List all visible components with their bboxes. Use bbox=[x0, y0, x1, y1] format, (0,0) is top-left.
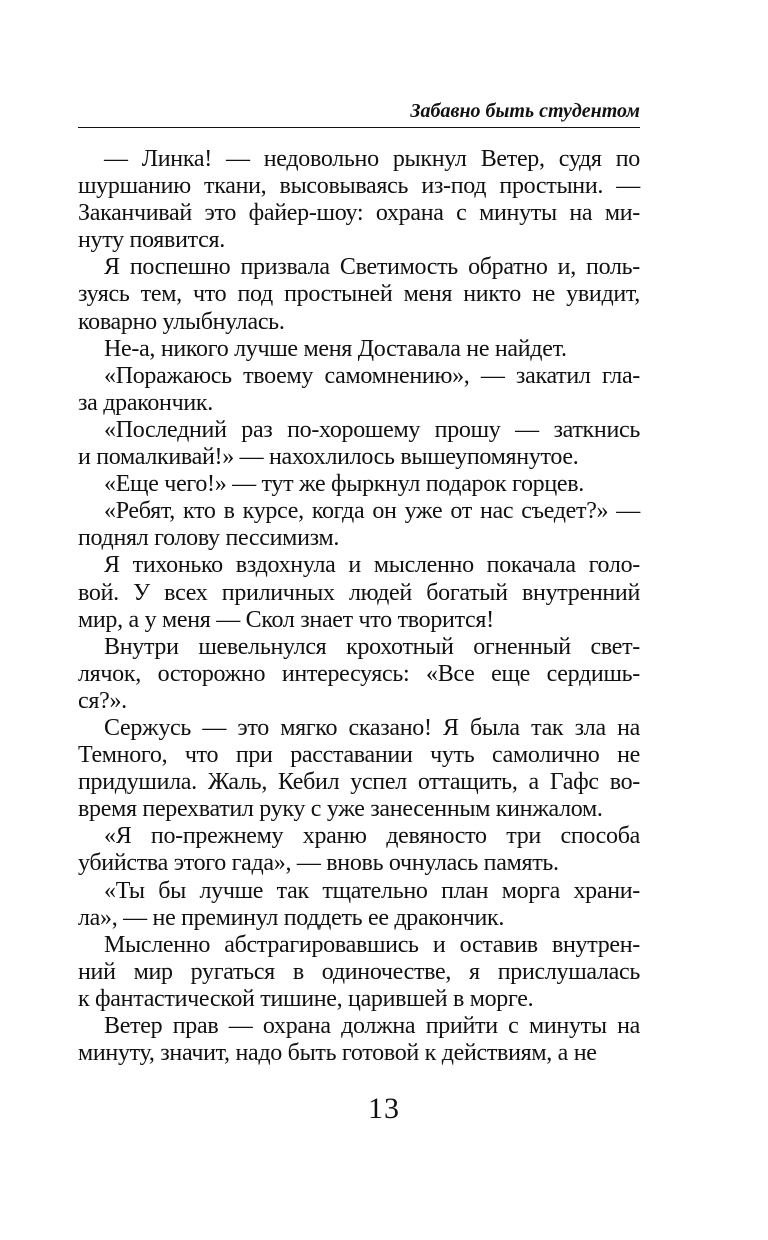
text-line: Не-а, никого лучше меня Доставала не найдет. bbox=[104, 335, 567, 362]
text-line: придушила. Жаль, Кебил успел оттащить, а Гафс во- bbox=[78, 769, 640, 796]
text-line: убийства этого гада», — вновь очнулась память. bbox=[78, 850, 559, 877]
text-line: Заканчивай это файер-шоу: охрана с минуты на ми- bbox=[78, 200, 640, 227]
text-line: за дракончик. bbox=[78, 389, 213, 416]
page-number: 13 bbox=[368, 1092, 400, 1125]
text-line: поднял голову пессимизм. bbox=[78, 525, 340, 552]
header-rule bbox=[78, 127, 640, 128]
text-line: Ветер прав — охрана должна прийти с минуты на bbox=[104, 1013, 640, 1039]
paragraph bbox=[78, 823, 640, 877]
text-line: «Еще чего!» — тут же фыркнул подарок горцев. bbox=[104, 471, 584, 498]
text-line: Я поспешно призвала Светимость обратно и, поль- bbox=[104, 254, 640, 281]
text-line: Мысленно абстрагировавшись и оставив внутрен- bbox=[104, 931, 640, 958]
paragraph bbox=[78, 471, 640, 498]
text-line: зуясь тем, что под простыней меня никто не увидит, bbox=[78, 281, 640, 308]
text-line: ний мир ругаться в одиночестве, я прислушалась bbox=[78, 958, 640, 985]
text-line: мир, а у меня — Скол знает что творится! bbox=[78, 606, 494, 633]
paragraph bbox=[78, 146, 640, 254]
text-line: минуту, значит, надо быть готовой к действиям, а не bbox=[78, 1040, 597, 1067]
paragraph bbox=[78, 715, 640, 823]
text-line: — Линка! — недовольно рыкнул Ветер, судя по bbox=[104, 146, 640, 172]
text-line: «Я по-прежнему храню девяносто три способа bbox=[104, 823, 640, 850]
paragraph bbox=[78, 417, 640, 471]
text-line: «Последний раз по-хорошему прошу — заткнись bbox=[104, 416, 640, 443]
text-line: ла», — не преминул поддеть ее дракончик. bbox=[78, 904, 505, 931]
paragraph bbox=[78, 878, 640, 932]
text-line: Темного, что при расставании чуть самолично не bbox=[78, 742, 640, 769]
paragraph bbox=[78, 363, 640, 417]
text-line: «Ребят, кто в курсе, когда он уже от нас съедет?» — bbox=[104, 498, 640, 525]
text-line: к фантастической тишине, царившей в морге. bbox=[78, 985, 534, 1012]
text-line: шуршанию ткани, высовываясь из-под простыни. — bbox=[78, 173, 640, 200]
text-line: «Поражаюсь твоему самомнению», — закатил гла- bbox=[104, 362, 640, 389]
paragraph bbox=[78, 932, 640, 1013]
text-line: и помалкивай!» — нахохлилось вышеупомянутое. bbox=[78, 444, 579, 471]
text-line: Внутри шевельнулся крохотный огненный свет- bbox=[104, 633, 640, 660]
text-line: лячок, осторожно интересуясь: «Все еще сердишь- bbox=[78, 660, 640, 687]
body-text bbox=[78, 146, 640, 1067]
paragraph bbox=[78, 634, 640, 715]
text-line: «Ты бы лучше так тщательно план морга храни- bbox=[104, 877, 640, 904]
paragraph bbox=[78, 498, 640, 552]
text-line: вой. У всех приличных людей богатый внутренний bbox=[78, 579, 640, 606]
text-line: Сержусь — это мягко сказано! Я была так зла на bbox=[104, 714, 640, 741]
text-line: нуту появится. bbox=[78, 227, 225, 254]
text-line: коварно улыбнулась. bbox=[78, 308, 285, 335]
paragraph bbox=[78, 254, 640, 335]
text-line: Я тихонько вздохнула и мысленно покачала голо- bbox=[104, 552, 640, 579]
running-title: Забавно быть студентом bbox=[410, 100, 640, 122]
paragraph bbox=[78, 552, 640, 633]
paragraph bbox=[78, 1013, 640, 1067]
paragraph bbox=[78, 336, 640, 363]
text-line: время перехватил руку с уже занесенным кинжалом. bbox=[78, 796, 603, 823]
text-line: ся?». bbox=[78, 687, 127, 714]
